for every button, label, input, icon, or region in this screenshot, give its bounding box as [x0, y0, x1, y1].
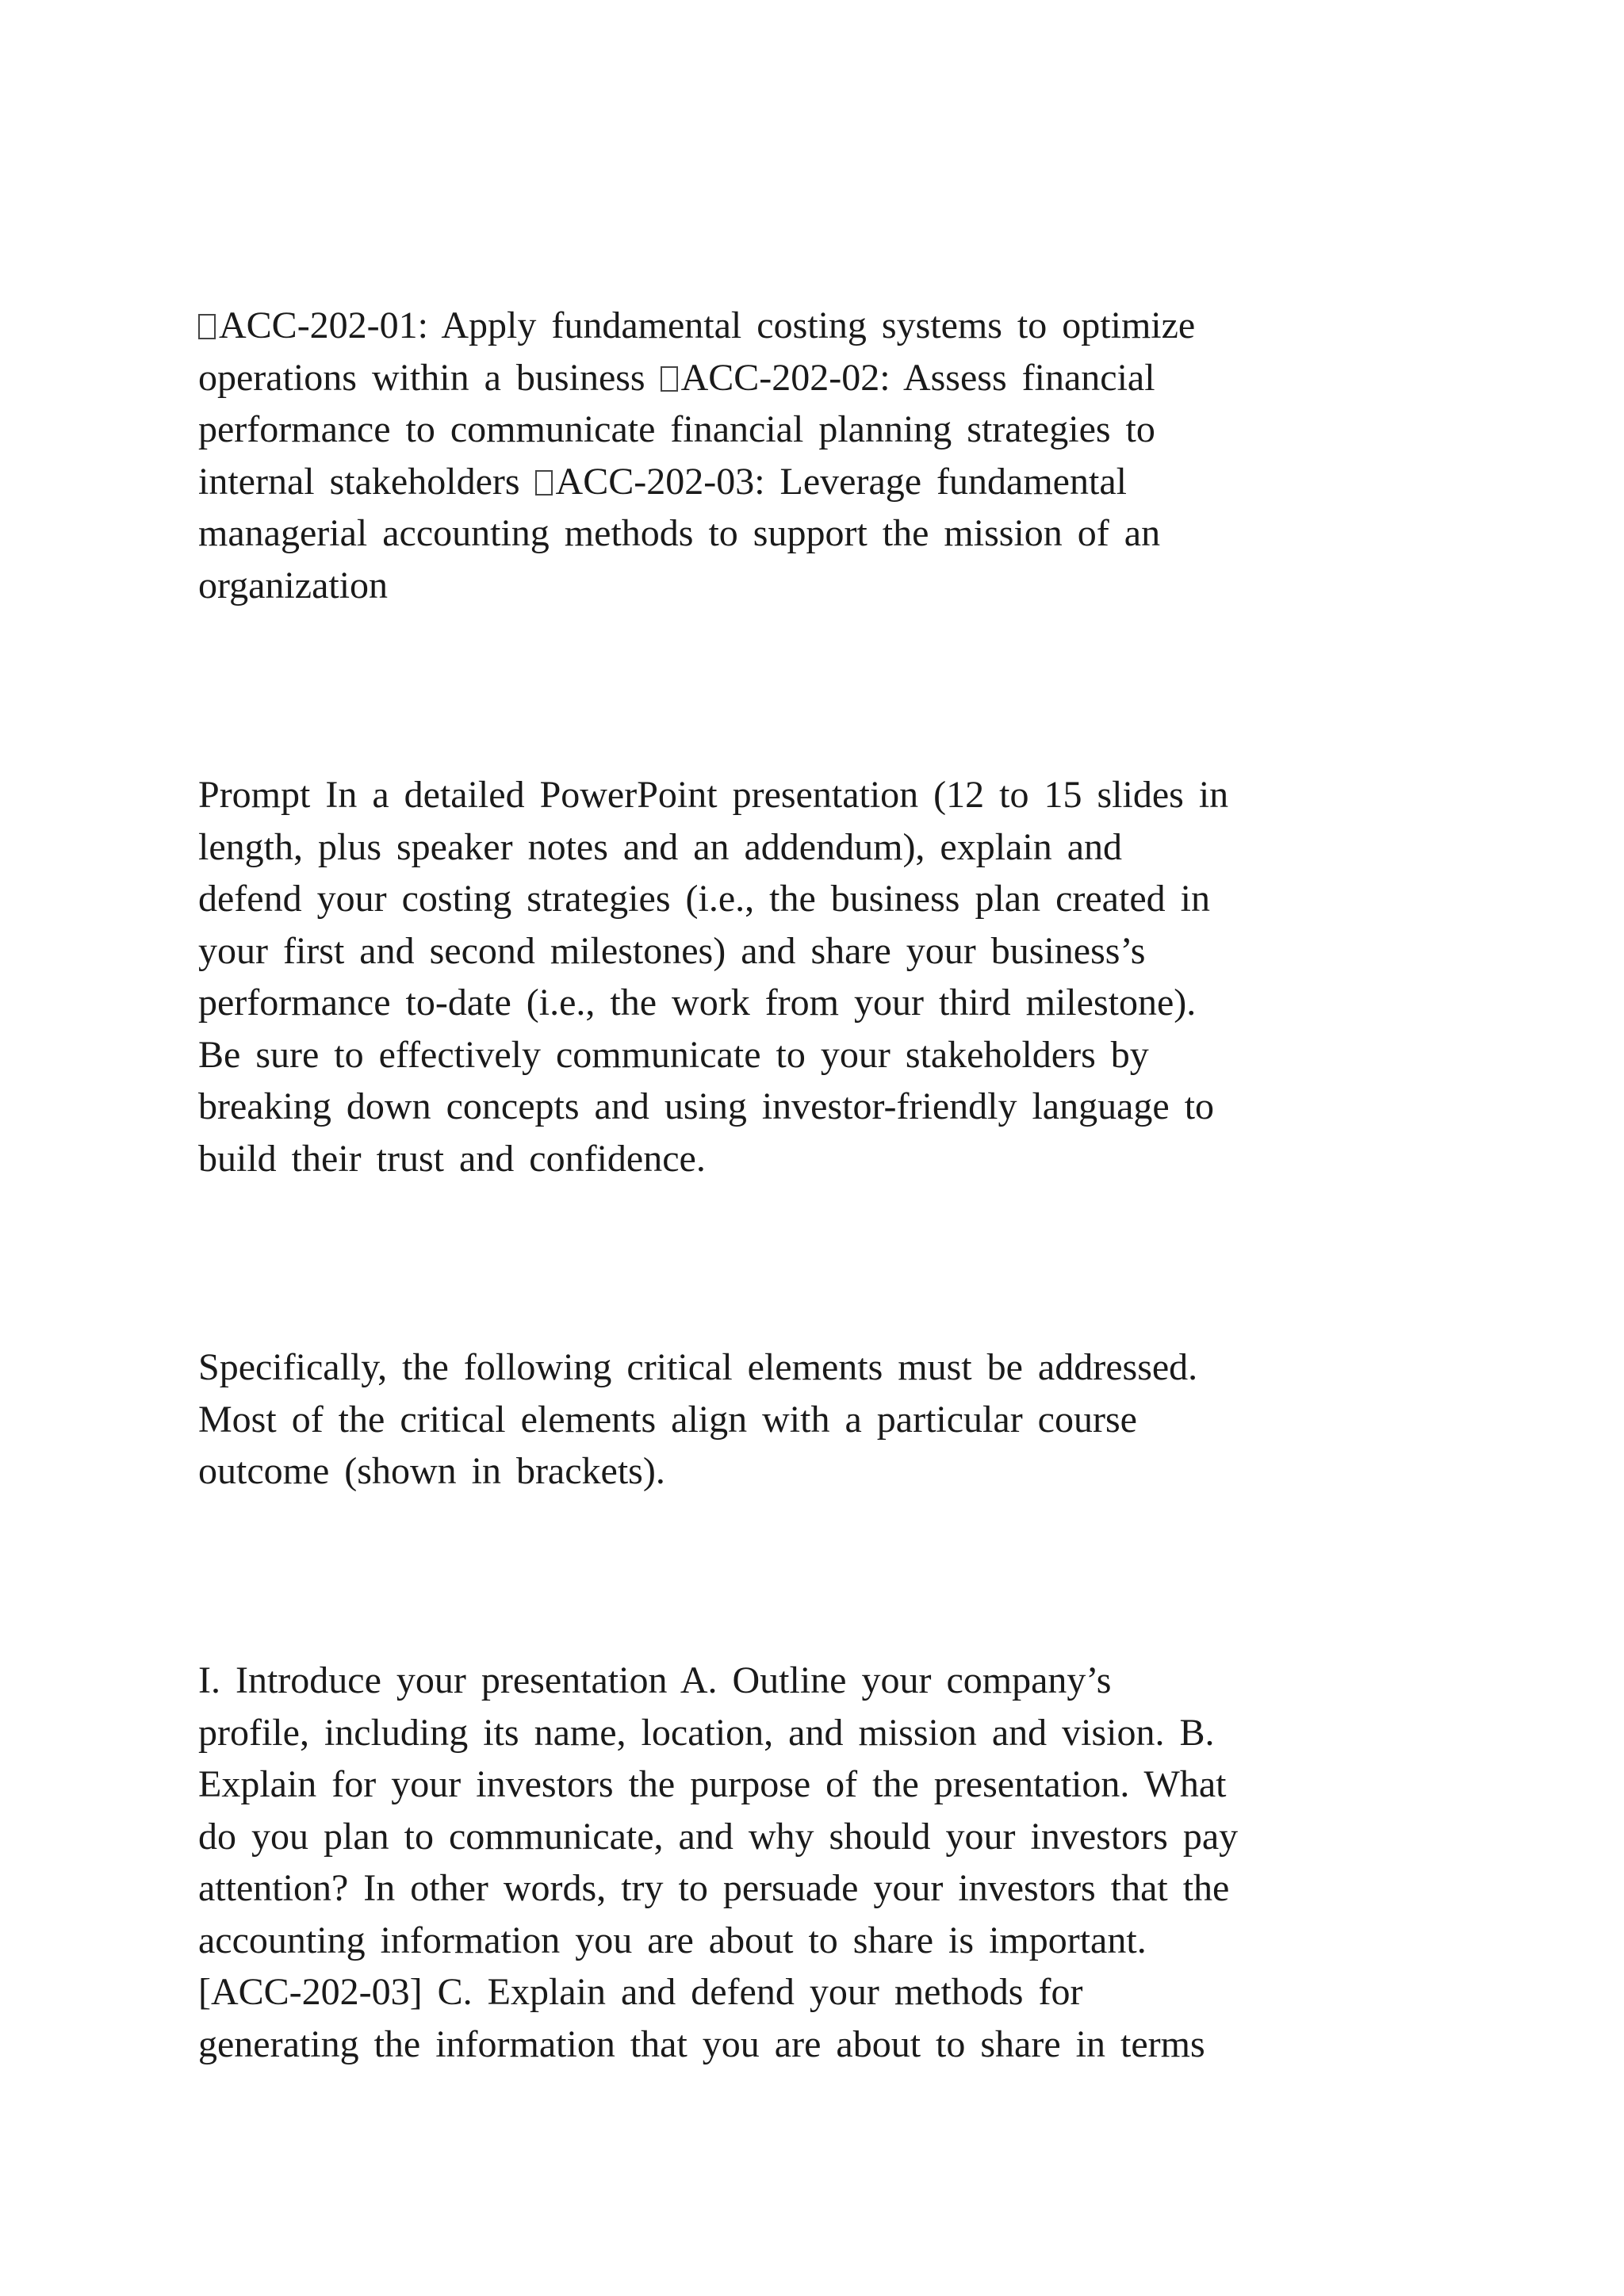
text-line: [198, 456, 1435, 508]
text-line: [198, 1862, 1435, 1915]
text-line: [198, 1081, 1435, 1133]
text-line: [198, 1341, 1435, 1394]
text-line: [198, 1133, 1435, 1185]
text-segment: ACC-202-02: Assess financial: [680, 356, 1155, 399]
text-line: [198, 1915, 1435, 1967]
text-line: [198, 821, 1435, 874]
text-segment: ACC-202-01: Apply fundamental costing systems to optimize: [219, 304, 1196, 346]
text-segment: attention? In other words, try to persuade your investors that the: [198, 1867, 1230, 1909]
missing-glyph-icon: [198, 314, 216, 339]
text-segment: Specifically, the following critical elements must be addressed.: [198, 1346, 1198, 1388]
text-segment: operations within a business: [198, 356, 661, 399]
text-line: [198, 352, 1435, 404]
missing-glyph-icon: [535, 470, 553, 496]
text-line: [198, 769, 1435, 821]
text-line: [198, 1655, 1435, 1707]
text-line: [198, 404, 1435, 456]
text-line: [198, 1394, 1435, 1446]
text-line: [198, 1811, 1435, 1863]
text-segment: Prompt In a detailed PowerPoint presentation (12 to 15 slides in: [198, 774, 1229, 816]
text-line: [198, 507, 1435, 560]
text-segment: outcome (shown in brackets).: [198, 1450, 665, 1492]
text-segment: managerial accounting methods to support the mission of an: [198, 512, 1161, 554]
text-segment: organization: [198, 564, 389, 607]
text-segment: defend your costing strategies (i.e., the business plan created in: [198, 878, 1210, 920]
text-segment: [ACC-202-03] C. Explain and defend your methods for: [198, 1971, 1083, 2013]
text-segment: length, plus speaker notes and an addendum), explain and: [198, 825, 1123, 868]
prompt-paragraph: [198, 769, 1435, 1184]
text-line: [198, 977, 1435, 1029]
text-line: [198, 925, 1435, 978]
text-segment: Be sure to effectively communicate to your stakeholders by: [198, 1033, 1149, 1076]
text-line: [198, 300, 1435, 352]
text-segment: I. Introduce your presentation A. Outline your company’s: [198, 1659, 1112, 1701]
text-segment: Explain for your investors the purpose of the presentation. What: [198, 1763, 1227, 1805]
text-segment: do you plan to communicate, and why should your investors pay: [198, 1815, 1239, 1858]
text-segment: your first and second milestones) and share your business’s: [198, 929, 1146, 972]
text-line: [198, 2019, 1435, 2071]
text-line: [198, 1758, 1435, 1811]
text-line: [198, 873, 1435, 925]
text-segment: Most of the critical elements align with a particular course: [198, 1398, 1137, 1441]
text-segment: breaking down concepts and using investor-friendly language to: [198, 1085, 1215, 1127]
missing-glyph-icon: [661, 366, 678, 392]
text-line: [198, 1029, 1435, 1081]
text-segment: internal stakeholders: [198, 460, 535, 503]
text-line: [198, 1966, 1435, 2019]
text-segment: build their trust and confidence.: [198, 1137, 706, 1180]
text-line: [198, 560, 1435, 612]
course-outcomes-paragraph: [198, 300, 1435, 611]
text-line: [198, 1445, 1435, 1498]
text-segment: ACC-202-03: Leverage fundamental: [555, 460, 1127, 503]
text-segment: generating the information that you are about to share in terms: [198, 2022, 1205, 2065]
critical-elements-paragraph: [198, 1341, 1435, 1498]
text-segment: accounting information you are about to share is important.: [198, 1919, 1147, 1961]
introduction-section-paragraph: [198, 1655, 1435, 2070]
text-line: [198, 1707, 1435, 1759]
text-segment: performance to communicate financial planning strategies to: [198, 408, 1155, 450]
text-segment: performance to-date (i.e., the work from your third milestone).: [198, 982, 1197, 1024]
text-segment: profile, including its name, location, and mission and vision. B.: [198, 1711, 1215, 1754]
